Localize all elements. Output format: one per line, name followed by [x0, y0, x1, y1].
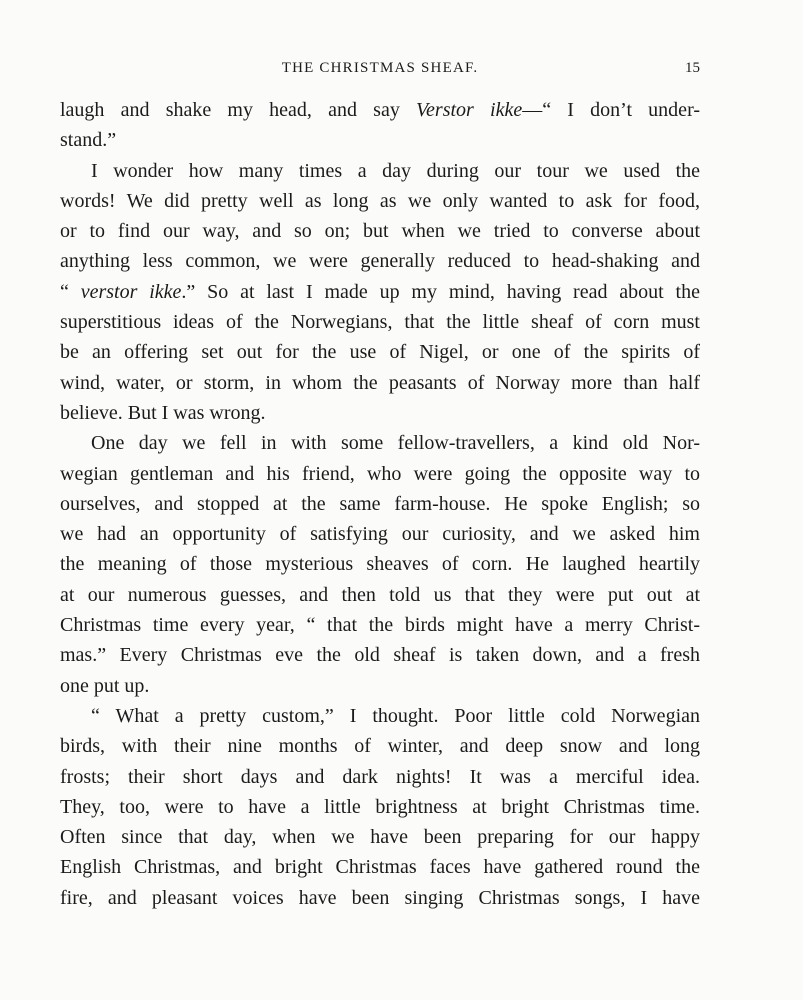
text-line: [60, 701, 700, 731]
text-line: [60, 610, 700, 640]
text-line: [60, 549, 700, 579]
text-segment: Christmas time every year, “ that the birds might have a merry Christ-: [60, 614, 700, 637]
text-line: [60, 95, 700, 125]
text-line: [60, 459, 700, 489]
text-line: [60, 125, 700, 155]
text-segment: or to find our way, and so on; but when we tried to converse about: [60, 220, 700, 243]
text-segment: “ What a pretty custom,” I thought. Poor little cold Norwegian: [91, 704, 700, 727]
text-segment: Often since that day, when we have been preparing for our happy: [60, 826, 700, 849]
text-segment: words! We did pretty well as long as we only wanted to ask for food,: [60, 189, 700, 212]
text-line: [60, 489, 700, 519]
text-segment: we had an opportunity of satisfying our curiosity, and we asked him: [60, 523, 700, 546]
text-segment: mas.” Every Christmas eve the old sheaf is taken down, and a fresh: [60, 644, 700, 667]
text-segment: birds, with their nine months of winter, and deep snow and long: [60, 735, 700, 758]
text-line: [60, 246, 700, 276]
text-segment: stand.”: [60, 129, 117, 152]
text-segment: superstitious ideas of the Norwegians, that the little sheaf of corn must: [60, 311, 700, 334]
text-line: [60, 307, 700, 337]
text-line: [60, 731, 700, 761]
text-segment: fire, and pleasant voices have been singing Christmas songs, I have: [60, 886, 700, 909]
text-line: [60, 822, 700, 852]
page-number: 15: [685, 60, 700, 76]
text-line: [60, 368, 700, 398]
running-title: THE CHRISTMAS SHEAF.: [281, 60, 479, 76]
text-line: [60, 337, 700, 367]
text-segment: They, too, were to have a little brightness at bright Christmas time.: [60, 795, 700, 818]
text-line: [60, 792, 700, 822]
text-segment: “: [60, 280, 81, 303]
text-line: [60, 277, 700, 307]
text-line: [60, 156, 700, 186]
text-segment: laugh and shake my head, and say: [60, 99, 417, 121]
text-line: [60, 519, 700, 549]
text-segment: English Christmas, and bright Christmas faces have gathered round the: [60, 856, 700, 879]
text-segment: wegian gentleman and his friend, who were going the opposite way to: [60, 462, 700, 485]
text-segment: wind, water, or storm, in whom the peasants of Norway more than half: [60, 371, 700, 394]
text-segment: ourselves, and stopped at the same farm-house. He spoke English; so: [60, 492, 700, 515]
text-segment: at our numerous guesses, and then told us that they were put out at: [60, 583, 700, 606]
text-line: [60, 883, 700, 913]
text-line: [60, 398, 700, 428]
text-segment: I wonder how many times a day during our tour we used the: [91, 159, 700, 182]
text-segment: .” So at last I made up my mind, having read about the: [181, 280, 700, 303]
running-head: [60, 60, 700, 82]
text-line: [60, 580, 700, 610]
text-segment: anything less common, we were generally reduced to head-shaking and: [60, 250, 700, 273]
text-segment: the meaning of those mysterious sheaves of corn. He laughed heartily: [60, 553, 700, 576]
text-segment: frosts; their short days and dark nights! It was a merciful idea.: [60, 765, 700, 788]
text-segment: —“ I don’t under-: [522, 99, 700, 121]
text-line: [60, 216, 700, 246]
italic-phrase: verstor ikke: [80, 280, 182, 303]
italic-phrase: Verstor ikke: [416, 99, 523, 121]
text-segment: one put up.: [60, 674, 150, 697]
text-line: [60, 671, 700, 701]
body-text: [60, 95, 700, 913]
text-segment: One day we fell in with some fellow-travellers, a kind old Nor-: [91, 432, 700, 455]
text-line: [60, 852, 700, 882]
text-segment: believe. But I was wrong.: [60, 401, 266, 424]
text-line: [60, 428, 700, 458]
text-segment: be an offering set out for the use of Nigel, or one of the spirits of: [60, 341, 700, 364]
text-line: [60, 762, 700, 792]
text-line: [60, 640, 700, 670]
text-line: [60, 186, 700, 216]
